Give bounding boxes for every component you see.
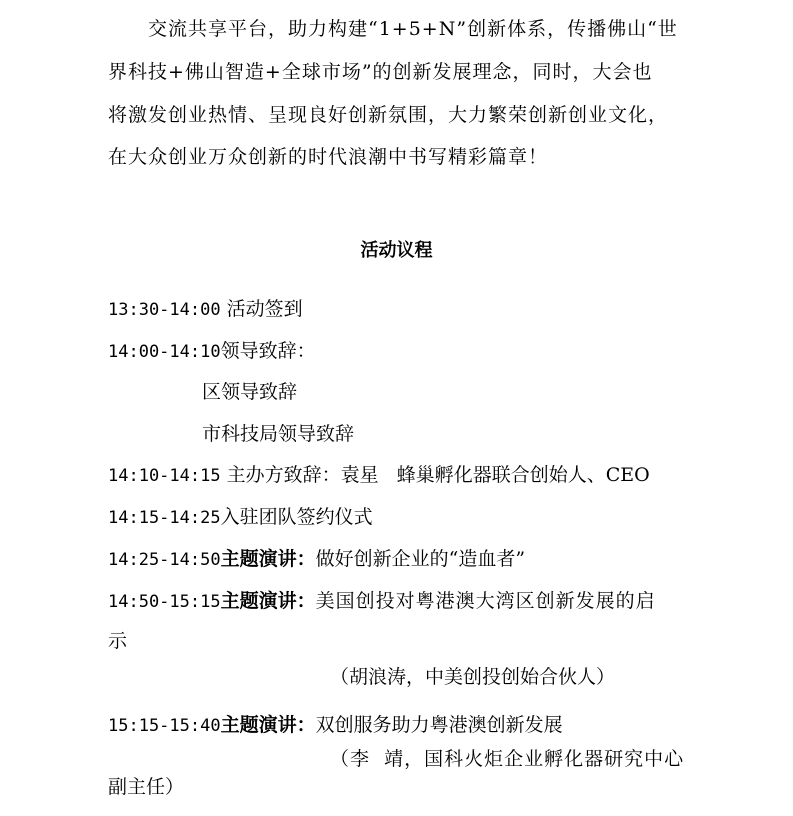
agenda-text: 双创服务助力粤港澳创新发展 [315,714,563,736]
agenda-text: 入驻团队签约仪式 [220,506,373,528]
agenda-item [108,296,303,323]
agenda-time: 13:30-14:00 [108,300,221,320]
agenda-text: 活动签到 [220,298,303,320]
agenda-time: 14:25-14:50 [108,550,221,570]
agenda-subitem: 市科技局领导致辞 [202,423,355,445]
intro-line-3: 将激发创业热情、呈现良好创新氛围，大力繁荣创新创业文化， [108,104,669,126]
agenda-time: 15:15-15:40 [108,716,221,736]
agenda-continuation: 副主任） [108,776,185,798]
agenda-title: 活动议程 [360,240,433,261]
agenda-subitem: 区领导致辞 [202,381,298,403]
agenda-label: 主题演讲： [220,548,316,570]
agenda-item [108,546,525,573]
agenda-speaker: （李 靖，国科火炬企业孵化器研究中心 [330,748,685,770]
intro-line-1: 交流共享平台，助力构建“1+5+N”创新体系，传播佛山“世 [148,18,678,40]
agenda-speaker: （胡浪涛，中美创投创始合伙人） [330,666,616,688]
intro-line-2: 界科技+佛山智造+全球市场”的创新发展理念，同时，大会也 [108,61,653,83]
agenda-continuation: 示 [108,630,128,652]
intro-line-4: 在大众创业万众创新的时代浪潮中书写精彩篇章！ [108,146,549,168]
agenda-time: 14:50-15:15 [108,592,221,612]
agenda-item [108,462,650,489]
agenda-time: 14:10-14:15 [108,466,221,486]
agenda-time: 14:00-14:10 [108,342,221,362]
agenda-text: 美国创投对粤港澳大湾区创新发展的启 [315,590,656,612]
agenda-text: 做好创新企业的“造血者” [315,548,526,570]
agenda-label: 主题演讲： [220,714,316,736]
agenda-text: 领导致辞： [220,340,316,362]
agenda-item [108,504,373,531]
agenda-text: 主办方致辞：袁星 蜂巢孵化器联合创始人、CEO [220,464,650,486]
agenda-item [108,338,316,365]
agenda-item [108,588,656,615]
agenda-item [108,712,563,739]
agenda-label: 主题演讲： [220,590,316,612]
agenda-time: 14:15-14:25 [108,508,221,528]
